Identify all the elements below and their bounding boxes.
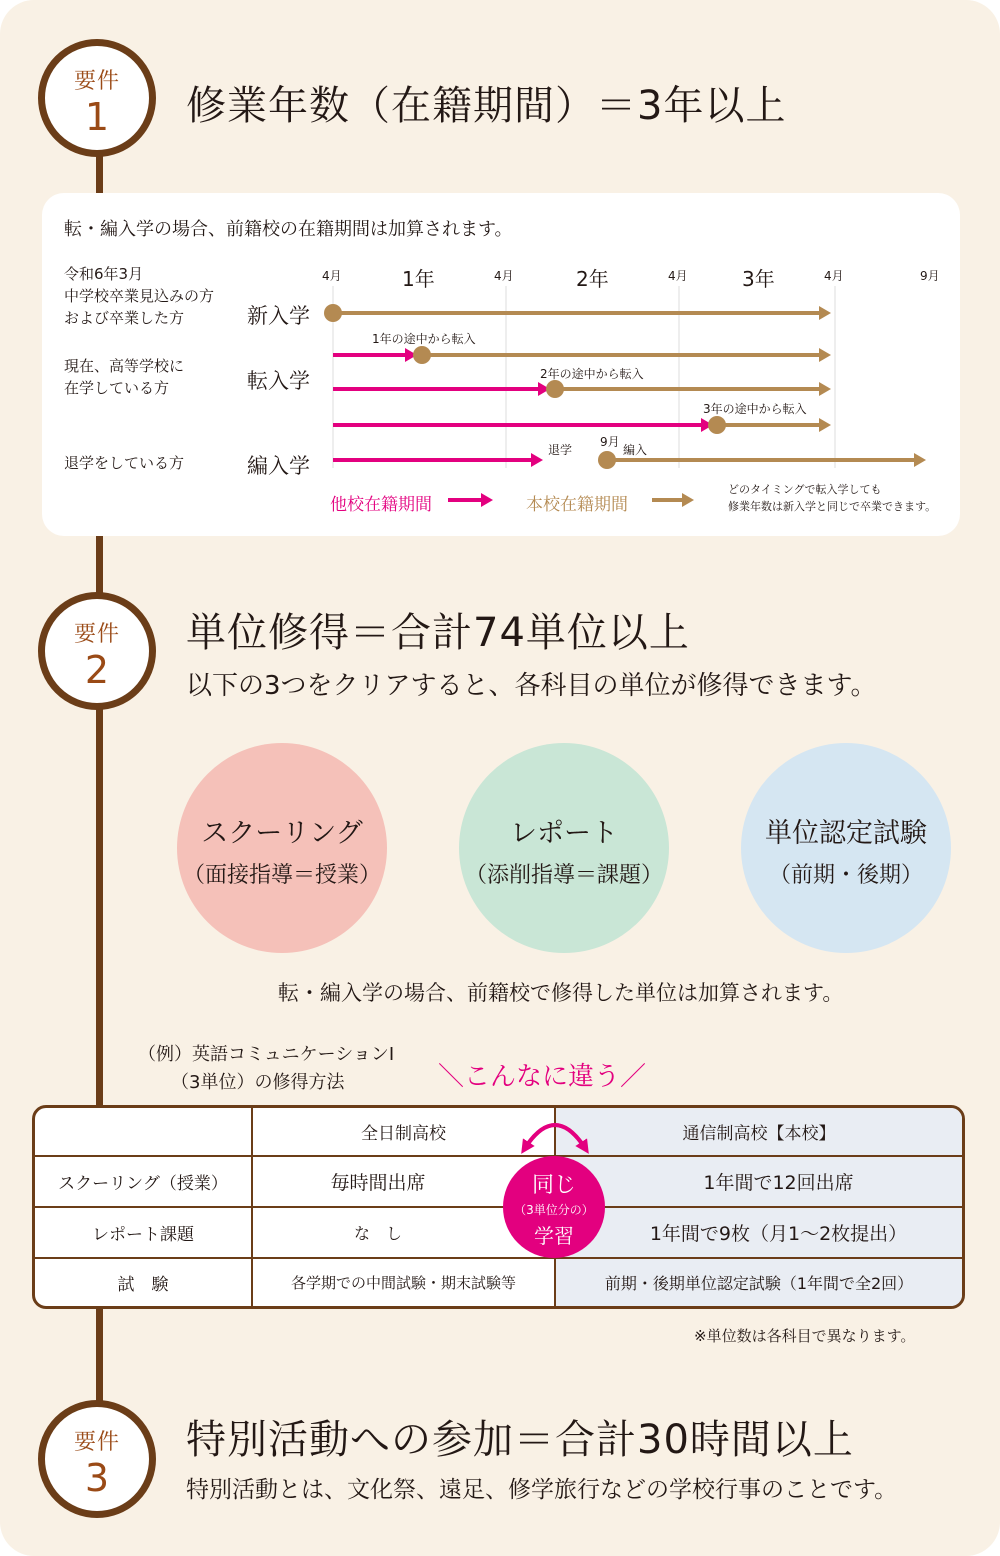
fulltime-report: な し	[353, 1224, 402, 1243]
example-line-2: （3単位）の修得方法	[171, 1072, 345, 1093]
enrollment-period-box	[42, 193, 960, 536]
axis-year-2: 2年	[576, 267, 609, 291]
transfer1-dot	[413, 346, 431, 364]
ours-report: 1年間で9枚（月1〜2枚提出）	[649, 1223, 908, 1245]
annotation-transfer-2: 2年の途中から転入	[540, 367, 644, 381]
ours-exam: 前期・後期単位認定試験（1年間で全2回）	[604, 1274, 914, 1293]
row-desc-transfer: 現在、高等学校に 在学している方	[64, 357, 185, 397]
same-sub: （3単位分の）	[514, 1203, 594, 1217]
annotation-transfer-3: 3年の途中から転入	[703, 402, 807, 416]
requirement-2-title: 単位修得＝合計74単位以上	[186, 610, 690, 656]
circle-report-title: レポート	[510, 818, 618, 849]
header-fulltime: 全日制高校	[361, 1124, 446, 1144]
requirement-1-title: 修業年数（在籍期間）＝3年以上	[186, 83, 787, 129]
header-ours: 通信制高校【本校】	[682, 1124, 836, 1144]
enrollment-note: 転・編入学の場合、前籍校の在籍期間は加算されます。	[64, 219, 513, 240]
ours-schooling: 1年間で12回出席	[703, 1172, 854, 1194]
axis-september: 9月	[920, 269, 940, 283]
row-label-report: レポート課題	[92, 1225, 194, 1245]
requirement-1-badge	[38, 39, 156, 157]
fulltime-schooling: 毎時間出席	[330, 1172, 426, 1194]
legend-ours-label: 本校在籍期間	[526, 495, 628, 515]
row-desc-new: 令和6年3月 中学校卒業見込みの方 および卒業した方	[64, 265, 215, 327]
same-learning-badge	[503, 1156, 605, 1258]
reenroll-dot	[598, 451, 616, 469]
row-label-reenroll: 編入学	[247, 454, 310, 478]
axis-april-2: 4月	[494, 269, 514, 283]
badge-number: 1	[84, 95, 110, 139]
axis-april-3: 4月	[668, 269, 688, 283]
requirement-3-title: 特別活動への参加＝合計30時間以上	[186, 1417, 854, 1463]
circle-report-sub: （添削指導＝課題）	[464, 863, 663, 888]
axis-april-1: 4月	[322, 269, 342, 283]
example-line-1: （例）英語コミュニケーションⅠ	[138, 1044, 395, 1065]
badge-label: 要件	[73, 69, 120, 94]
legend-other-label: 他校在籍期間	[330, 495, 432, 515]
annotation-transfer-1: 1年の途中から転入	[372, 332, 476, 346]
same-bottom: 学習	[534, 1224, 574, 1248]
fulltime-exam: 各学期での中間試験・期末試験等	[290, 1274, 516, 1292]
row-label-exam: 試 験	[117, 1275, 169, 1295]
timeline-footnote: どのタイミングで転入学しても 修業年数は新入学と同じで卒業できます。	[728, 483, 937, 513]
axis-year-1: 1年	[402, 267, 435, 291]
requirement-2-subtitle: 以下の3つをクリアすると、各科目の単位が修得できます。	[186, 671, 877, 701]
new-entry-start	[324, 304, 342, 322]
axis-april-4: 4月	[824, 269, 844, 283]
circle-report	[459, 743, 669, 953]
row-label-schooling: スクーリング（授業）	[58, 1174, 228, 1194]
circle-schooling-title: スクーリング	[201, 818, 363, 849]
credit-transfer-note: 転・編入学の場合、前籍校で修得した単位は加算されます。	[278, 981, 844, 1005]
badge-number: 2	[84, 648, 110, 692]
badge-label: 要件	[73, 622, 120, 647]
annotation-september: 9月	[600, 435, 620, 449]
requirement-3-subtitle: 特別活動とは、文化祭、遠足、修学旅行などの学校行事のことです。	[186, 1477, 898, 1503]
requirement-2-badge	[38, 592, 156, 710]
same-title: 同じ	[531, 1173, 576, 1198]
circle-schooling-sub: （面接指導＝授業）	[182, 863, 381, 888]
row-label-transfer: 転入学	[247, 369, 310, 393]
difference-heading: ＼こんなに違う／	[438, 1062, 647, 1092]
circle-exam	[741, 743, 951, 953]
badge-number: 3	[84, 1456, 110, 1500]
requirement-3-badge	[38, 1400, 156, 1518]
circle-exam-title: 単位認定試験	[765, 818, 927, 849]
annotation-withdraw: 退学	[548, 443, 573, 457]
circle-exam-sub: （前期・後期）	[768, 863, 923, 888]
circle-schooling	[177, 743, 387, 953]
annotation-enroll: 編入	[623, 443, 648, 457]
transfer3-dot	[708, 416, 726, 434]
axis-year-3: 3年	[742, 267, 775, 291]
transfer2-dot	[546, 380, 564, 398]
badge-label: 要件	[73, 1430, 120, 1455]
row-label-new: 新入学	[247, 304, 310, 328]
table-footnote: ※単位数は各科目で異なります。	[694, 1327, 916, 1345]
row-desc-reenroll: 退学をしている方	[64, 454, 185, 472]
